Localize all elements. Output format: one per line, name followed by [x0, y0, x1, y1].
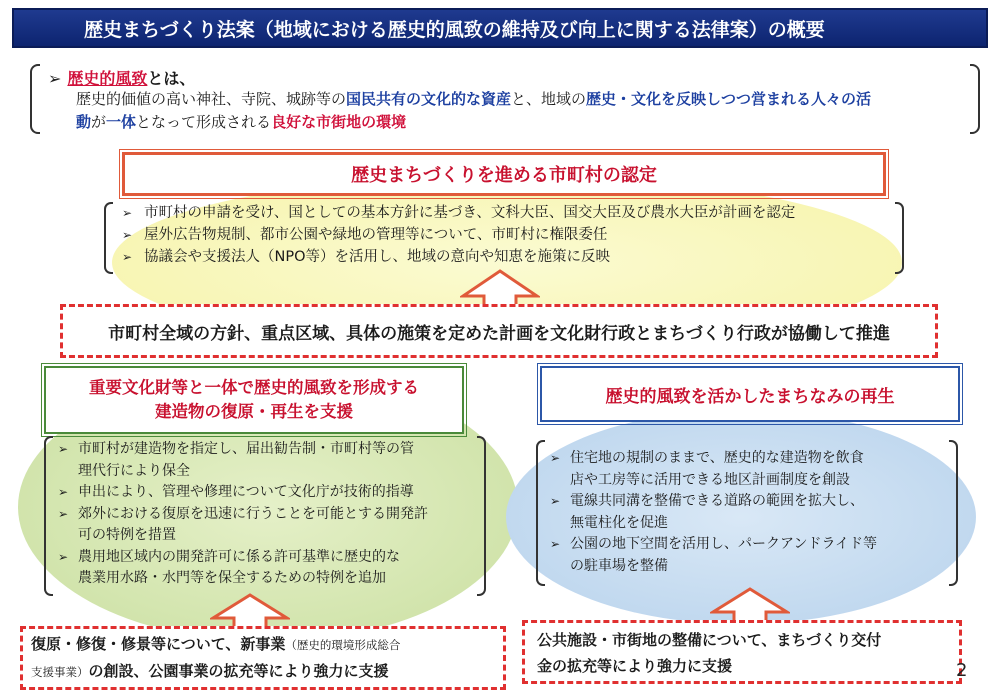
support-note: 支援事業） — [31, 665, 89, 679]
list-item — [104, 224, 904, 246]
list-item-text: 公園の地下空間を活用し、パークアンドライド等 — [570, 536, 878, 552]
arrow-bullet-icon: ➢ — [58, 506, 69, 521]
definition-heading — [48, 66, 195, 89]
list-item — [536, 491, 958, 513]
bracket-left — [536, 440, 545, 586]
arrow-bullet-icon: ➢ — [122, 228, 133, 242]
definition-text: と、地域の — [511, 90, 587, 108]
bracket-right — [949, 440, 958, 586]
definition-highlight: 動 — [76, 113, 92, 131]
bottom-right-support-box — [522, 620, 962, 684]
list-item-text: 電線共同溝を整備できる道路の範囲を拡大し、 — [570, 493, 864, 509]
definition-body — [76, 88, 966, 134]
right-section-header — [540, 366, 960, 422]
list-item-text: 協議会や支援法人（NPO等）を活用し、地域の意向や知恵を施策に反映 — [144, 249, 611, 265]
list-item — [536, 448, 958, 470]
arrow-bullet-icon: ➢ — [550, 537, 561, 551]
certification-header-text: 歴史まちづくりを進める市町村の認定 — [351, 165, 657, 186]
support-text: 復原・修復・修景等について、新事業 — [31, 635, 286, 653]
support-line — [31, 658, 495, 685]
list-item — [44, 504, 486, 526]
page-number: 2 — [956, 660, 968, 681]
list-item-text: 市町村が建造物を指定し、届出勧告制・市町村等の管 — [78, 441, 414, 457]
cooperation-box — [60, 304, 938, 358]
definition-highlight-red: 良好な市街地の環境 — [271, 113, 407, 131]
definition-text: となって形成される — [136, 113, 272, 131]
list-item-continuation: 可の特例を措置 — [78, 527, 176, 543]
arrow-bullet-icon: ➢ — [58, 485, 69, 499]
arrow-bullet-icon: ➢ — [550, 494, 561, 508]
left-list — [44, 436, 486, 596]
bottom-left-support-box — [20, 626, 506, 690]
list-item-text: 住宅地の規制のままで、歴史的な建造物を飲食 — [570, 450, 864, 466]
list-item-text: 郊外における復原を迅速に行うことを可能とする開発許 — [78, 505, 428, 522]
bracket-right — [477, 436, 486, 596]
up-arrow-icon — [460, 268, 540, 308]
list-item-continuation: 理代行により保全 — [78, 462, 190, 479]
arrow-bullet-icon: ➢ — [58, 549, 69, 564]
certification-header — [122, 152, 886, 196]
definition-text: が — [91, 113, 107, 131]
support-text: 公共施設・市街地の整備について、まちづくり交付 — [537, 631, 882, 649]
bracket-left — [44, 436, 53, 596]
list-item-text: 屋外広告物規制、都市公園や緑地の管理等について、市町村に権限委任 — [144, 227, 608, 243]
bracket-left — [30, 64, 40, 134]
list-item-text: 申出により、管理や修理について文化庁が技術的指導 — [78, 484, 414, 500]
definition-term: 歴史的風致 — [67, 69, 148, 88]
list-item-continuation: の駐車場を整備 — [570, 557, 668, 574]
definition-text: 歴史的価値の高い神社、寺院、城跡等の — [76, 90, 347, 108]
arrow-bullet-icon: ➢ — [48, 69, 62, 88]
page-title-text: 歴史まちづくり法案（地域における歴史的風致の維持及び向上に関する法律案）の概要 — [84, 18, 825, 41]
list-item — [44, 439, 486, 461]
definition-highlight: 一体 — [106, 113, 137, 131]
support-line — [31, 631, 495, 658]
definition-block — [30, 62, 980, 138]
list-item-continuation: 店や工房等に活用できる地区計画制度を創設 — [570, 471, 850, 488]
support-note: （歴史的環境形成総合 — [285, 638, 401, 652]
list-item — [44, 482, 486, 504]
definition-term-suffix: とは、 — [147, 69, 196, 88]
page-title — [12, 8, 988, 48]
list-item — [44, 547, 486, 569]
left-header-line: 重要文化財等と一体で歴史的風致を形成する — [89, 378, 419, 397]
up-arrow-icon — [710, 586, 790, 624]
arrow-bullet-icon: ➢ — [550, 451, 561, 465]
support-text: の創設、公園事業の拡充等により強力に支援 — [88, 662, 389, 680]
arrow-bullet-icon: ➢ — [122, 250, 133, 264]
arrow-bullet-icon: ➢ — [122, 206, 133, 220]
list-item-continuation: 無電柱化を促進 — [570, 514, 668, 531]
arrow-bullet-icon: ➢ — [58, 442, 69, 456]
bracket-right — [895, 202, 904, 274]
list-item-text: 市町村の申請を受け、国としての基本方針に基づき、文科大臣、国交大臣及び農水大臣が計画を認定 — [144, 205, 796, 221]
right-header-text: 歴史的風致を活かしたまちなみの再生 — [605, 386, 895, 407]
list-item-continuation: 農業用水路・水門等を保全するための特例を追加 — [78, 570, 386, 586]
left-header-line: 建造物の復原・再生を支援 — [155, 402, 353, 421]
left-section-header — [44, 366, 464, 434]
bracket-left — [104, 202, 113, 274]
up-arrow-icon — [210, 592, 290, 630]
certification-list — [104, 202, 904, 276]
list-item-text: 農用地区域内の開発許可に係る許可基準に歴史的な — [78, 548, 400, 565]
list-item — [104, 246, 904, 268]
list-item — [104, 202, 904, 224]
support-text: 金の拡充等により強力に支援 — [537, 657, 733, 675]
right-list — [536, 440, 958, 586]
cooperation-text: 市町村全域の方針、重点区域、具体の施策を定めた計画を文化財行政とまちづくり行政が協働して推進 — [108, 323, 890, 344]
definition-highlight: 歴史・文化を反映しつつ営まれる人々の活 — [586, 90, 872, 108]
definition-highlight: 国民共有の文化的な資産 — [346, 90, 512, 108]
bracket-right — [970, 64, 980, 134]
list-item — [536, 534, 958, 556]
